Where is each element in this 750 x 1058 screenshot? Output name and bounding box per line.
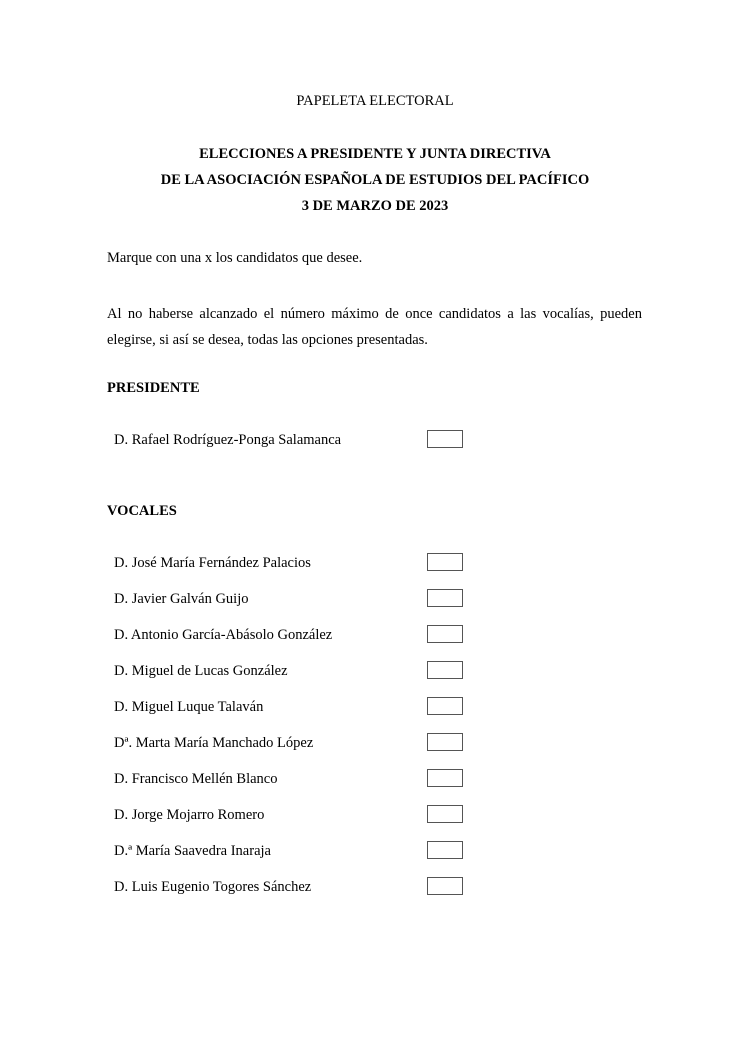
candidate-name: D. Rafael Rodríguez-Ponga Salamanca (114, 432, 342, 448)
vote-checkbox[interactable] (427, 625, 463, 643)
vote-checkbox[interactable] (427, 589, 463, 607)
vote-checkbox[interactable] (427, 553, 463, 571)
vote-checkbox[interactable] (427, 805, 463, 823)
candidate-row-vocal (114, 661, 474, 681)
candidate-name: D. Luis Eugenio Togores Sánchez (114, 879, 312, 895)
candidate-row-vocal (114, 805, 474, 825)
vote-checkbox[interactable] (427, 697, 463, 715)
candidate-name: D.ª María Saavedra Inaraja (114, 843, 271, 859)
section-title-president: PRESIDENTE (107, 380, 200, 396)
document-title: PAPELETA ELECTORAL (296, 93, 454, 109)
vote-checkbox[interactable] (427, 430, 463, 448)
heading-line-association: DE LA ASOCIACIÓN ESPAÑOLA DE ESTUDIOS DEL PACÍFICO (160, 172, 590, 188)
candidate-row-vocal (114, 589, 474, 609)
note-text: Al no haberse alcanzado el número máximo de once candidatos a las vocalías, pueden elegirse, si así se desea, todas las opciones presentadas. (107, 306, 642, 348)
heading-line-date: 3 DE MARZO DE 2023 (301, 198, 449, 214)
candidate-name: D. Miguel de Lucas González (114, 663, 288, 679)
candidate-row-vocal (114, 553, 474, 573)
section-title-vocales: VOCALES (107, 503, 177, 519)
vote-checkbox[interactable] (427, 661, 463, 679)
candidate-row-vocal (114, 697, 474, 717)
candidate-name: D. Jorge Mojarro Romero (114, 807, 265, 823)
candidate-name: D. Miguel Luque Talaván (114, 699, 264, 715)
candidate-name: D. José María Fernández Palacios (114, 555, 311, 571)
candidate-name: D. Francisco Mellén Blanco (114, 771, 278, 787)
election-heading (0, 145, 750, 223)
candidate-name: D. Antonio García-Abásolo González (114, 627, 333, 643)
candidate-row-vocal (114, 769, 474, 789)
candidate-name: Dª. Marta María Manchado López (114, 735, 314, 751)
candidate-row-vocal (114, 841, 474, 861)
candidate-row-vocal (114, 877, 474, 897)
candidate-row-vocal (114, 625, 474, 645)
heading-line-elections: ELECCIONES A PRESIDENTE Y JUNTA DIRECTIVA (199, 146, 551, 162)
vote-checkbox[interactable] (427, 733, 463, 751)
candidate-row-vocal (114, 733, 474, 753)
vote-checkbox[interactable] (427, 769, 463, 787)
vote-checkbox[interactable] (427, 877, 463, 895)
candidate-row-president (114, 430, 474, 450)
instruction-text: Marque con una x los candidatos que desee. (107, 250, 363, 266)
vote-checkbox[interactable] (427, 841, 463, 859)
candidate-name: D. Javier Galván Guijo (114, 591, 249, 607)
